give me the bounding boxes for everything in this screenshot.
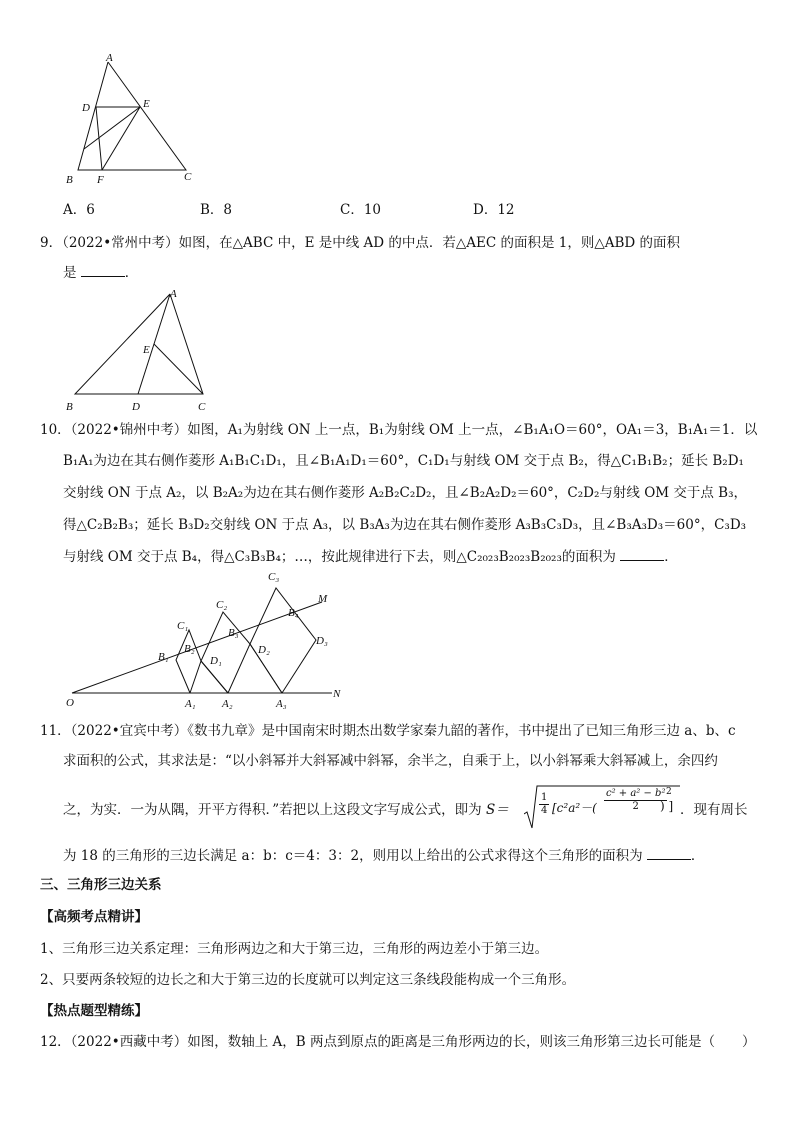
formula-fraction: $\frac{\text{c² + a² − b²}}{2}$ (606, 788, 666, 812)
label-D1: D₁ (210, 655, 222, 667)
option-c: C．10 (340, 202, 382, 218)
label-F: F (97, 174, 104, 186)
label-A2: A₂ (222, 698, 233, 710)
q9-line2-prefix: 是 (63, 265, 77, 281)
option-a: A．6 (63, 202, 95, 218)
label-B1: B₁ (158, 651, 169, 663)
formula-exponent: 2 (666, 787, 672, 797)
q9-line2-suffix: ． (124, 265, 139, 281)
q9-answer-blank (81, 264, 125, 277)
label-O: O (66, 697, 74, 709)
q11-line4-suffix: ． (690, 848, 705, 864)
label-D: D (132, 401, 140, 413)
formula-inner: [c²a²－( (552, 801, 597, 815)
figure-q10-rhombus-sequence (60, 568, 360, 716)
q11-line4-prefix: 为 18 的三角形的三边长满足 a：b：c＝4：3：2，则用以上给出的公式求得这个三角形的面积为 (63, 848, 643, 864)
label-A1: A₁ (185, 698, 196, 710)
label-B2: B₂ (184, 643, 195, 655)
q12-line1: 12．（2022•西藏中考）如图，数轴上 A，B 两点到原点的距离是三角形两边的长，则该三角形第三边长可能是（ ） (40, 1034, 756, 1050)
label-N: N (333, 688, 341, 700)
label-B: B (66, 401, 73, 413)
q10-line5-prefix: 与射线 OM 交于点 B₄，得△C₃B₃B₄；…，按此规律进行下去，则△C₂₀₂₃B₂₀₂₃B₂₀₂₃的面积为 (63, 549, 616, 565)
q10-line4: 得△C₂B₂B₃；延长 B₃D₂交射线 ON 于点 A₃，以 B₃A₃为边在其右侧作菱形 A₃B₃C₃D₃，且∠B₃A₃D₃＝60°，C₃D₃ (63, 517, 747, 533)
q11-line2: 求面积的公式，其求法是：“以小斜幂并大斜幂减中斜幂，余半之，自乘于上，以小斜幂乘大斜幂减上，余四约 (63, 753, 718, 769)
hot-topic-title: 【热点题型精练】 (40, 1003, 148, 1019)
q10-line3: 交射线 ON 于点 A₂，以 B₂A₂为边在其右侧作菱形 A₂B₂C₂D₂，且∠B₂A₂D₂＝60°，C₂D₂与射线 OM 交于点 B₃， (63, 485, 748, 501)
label-B: B (66, 174, 73, 186)
q11-answer-blank (647, 847, 691, 860)
high-freq-title: 【高频考点精讲】 (40, 909, 148, 925)
label-A: A (106, 52, 113, 64)
q11-line3-suffix: ．现有周长 (680, 802, 748, 818)
option-d: D．12 (473, 202, 515, 218)
q10-line2: B₁A₁为边在其右侧作菱形 A₁B₁C₁D₁，且∠B₁A₁D₁＝60°，C₁D₁与射线 OM 交于点 B₂，得△C₁B₁B₂；延长 B₂D₁ (63, 453, 744, 469)
label-D: D (82, 102, 90, 114)
label-B4: B₄ (288, 607, 299, 619)
q10-line5 (63, 548, 678, 566)
option-b: B．8 (200, 202, 233, 218)
q9-line1: 9．（2022•常州中考）如图，在△ABC 中，E 是中线 AD 的中点．若△AEC 的面积是 1，则△ABD 的面积 (40, 235, 681, 251)
q11-line3-prefix: 之，为实．一为从隅，开平方得积．”若把以上这段文字写成公式，即为 (63, 802, 482, 818)
label-M: M (318, 593, 328, 605)
point-2: 2、只要两条较短的边长之和大于第三边的长度就可以判定这三条线段能构成一个三角形。 (40, 972, 576, 988)
label-C3: C₃ (268, 571, 280, 583)
label-C2: C₂ (216, 599, 228, 611)
section-title: 三、三角形三边关系 (40, 877, 162, 893)
q11-line1: 11．（2022•宜宾中考）《数书九章》是中国南宋时期杰出数学家秦九韶的著作，书中提出了已知三角形三边 a、b、c (40, 723, 736, 739)
label-E: E (143, 98, 150, 110)
point-1: 1、三角形三边关系定理：三角形两边之和大于第三边，三角形的两边差小于第三边。 (40, 941, 549, 957)
q11-line4 (63, 847, 704, 865)
q10-answer-blank (620, 548, 664, 561)
q10-line5-suffix: ． (664, 549, 678, 565)
label-E: E (143, 344, 150, 356)
label-D2: D₂ (258, 644, 270, 656)
figure-q9-triangle (60, 284, 220, 414)
label-C1: C₁ (177, 620, 189, 632)
q10-line1: 10．（2022•锦州中考）如图，A₁为射线 ON 上一点，B₁为射线 OM 上一点，∠B₁A₁O＝60°，OA₁＝3，B₁A₁＝1．以 (40, 422, 758, 438)
label-A3: A₃ (276, 698, 287, 710)
label-B3: B₃ (228, 627, 239, 639)
q11-line3 (63, 801, 509, 819)
label-D3: D₃ (316, 635, 328, 647)
formula-close: ) ] (660, 799, 674, 813)
formula-quarter: $\frac{1}{4}$ (541, 792, 548, 816)
qin-jiushao-formula (524, 784, 680, 830)
label-C: C (198, 401, 206, 413)
label-A: A (170, 288, 177, 300)
q9-line2 (63, 264, 138, 282)
formula-s: S＝ (485, 802, 509, 818)
label-C: C (184, 171, 192, 183)
figure-q8-triangle (60, 52, 200, 190)
